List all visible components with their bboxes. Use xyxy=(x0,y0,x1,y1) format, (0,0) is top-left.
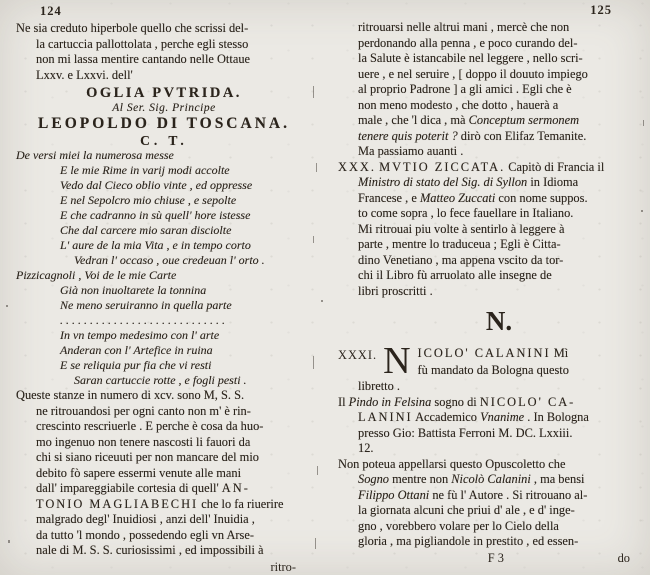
prose-block xyxy=(338,456,640,550)
heading: C. T. xyxy=(140,133,188,148)
binding-mark xyxy=(315,538,316,549)
text-line: Saran cartuccie rotte , e fogli pesti . xyxy=(74,373,247,387)
scan-speck xyxy=(6,305,8,307)
text-line: Ministro di stato del Sig. di Syllon in Idioma xyxy=(358,175,579,189)
prose-block xyxy=(16,388,312,559)
text-line: al proprio Padrone ] a gli amici . Egli che è xyxy=(358,82,572,96)
page-foot xyxy=(16,560,312,574)
verse-block xyxy=(16,148,312,388)
binding-mark xyxy=(321,300,323,302)
text-line: malgrado degl' Inuidiosi , anzi dell' Inuidia , xyxy=(36,512,255,526)
text-line: crescinto rescriuerle . E perche è cosa da huo- xyxy=(36,419,264,433)
text-line: non meno modesto , che dotto , hauerà a xyxy=(358,97,559,112)
scan-speck xyxy=(641,210,643,212)
entry-with-dropcap xyxy=(338,340,640,395)
text-line: Ma passiamo auanti . xyxy=(358,144,464,158)
signature-mark: F 3 xyxy=(487,550,504,565)
text-line: la cartuccia pallottolata , perche egli stesso xyxy=(36,36,249,51)
text-line: Francese , e Matteo Zuccati con nome suppos. xyxy=(358,190,588,205)
text-line: E nel Sepolcro mio chiuse , e sepolte xyxy=(60,193,237,207)
binding-mark xyxy=(316,163,317,172)
entry-number: XXXI. xyxy=(338,348,378,362)
text-line: Ne sia creduto hiperbole quello che scrissi del- xyxy=(16,21,249,35)
text-line: nale di M. S. S. curiosissimi , ed impossibili à xyxy=(36,543,264,557)
text-line: la Salute è istancabile nel leggere , nello scri- xyxy=(358,51,583,65)
page-number-left: 124 xyxy=(40,4,62,18)
text-line: la giornata alcuni che priui d' ale , e d' inge- xyxy=(358,503,575,517)
text-line: TONIO MAGLIABECHI che lo fa riuerire xyxy=(36,496,284,511)
right-page-text xyxy=(332,20,640,565)
text-line: E che cadranno in sù quell' hore istesse xyxy=(60,208,251,222)
text-line: libretto . xyxy=(358,379,400,393)
text-line: mo ingenuo non tenere nascosti li fauori da xyxy=(36,434,251,449)
catchword: ritro- xyxy=(270,559,296,574)
text-line: Vedo dal Cieco oblio vinte , ed oppresse xyxy=(60,178,253,192)
text-line: tenere quis poterit ? dirò con Elifaz Temanite. xyxy=(358,128,587,143)
text-line: LANINI Accademico Vnanime . In Bologna xyxy=(358,410,589,424)
text-line: L' aure de la mia Vita , e in tempo corto xyxy=(60,238,251,252)
drop-cap: N xyxy=(383,340,411,382)
text-line: De versi miei la numerosa messe xyxy=(16,148,174,162)
text-line: XXX. MVTIO ZICCATA. Capitò di Francia il xyxy=(338,159,605,174)
prose-block xyxy=(338,394,640,457)
text-line: debito fò sapere essermi venute alle mani xyxy=(36,465,242,480)
text-line: ne ritrouandosi per ogni canto non m' è rin- xyxy=(36,403,251,418)
dropcap-lines xyxy=(418,345,569,379)
left-page xyxy=(16,0,312,575)
heading: Al Ser. Sig. Principe xyxy=(112,102,216,114)
text-line: libri proscritti . xyxy=(358,283,433,298)
scan-speck xyxy=(8,540,10,543)
scan-speck xyxy=(643,120,644,126)
text-line: E se reliquia pur fia che vi resti xyxy=(60,358,212,372)
text-line: male , che 'l dica , mà Conceptum sermonem xyxy=(358,113,580,127)
text-line: Il Pindo in Felsina sogno di NICOLO' CA- xyxy=(338,394,576,409)
text-line: ritrouarsi nelle altrui mani , mercè che non xyxy=(358,20,570,34)
text-line: Lxxv. e Lxxvi. dell' xyxy=(36,67,133,82)
page-foot xyxy=(358,551,640,565)
text-line: . . . . . . . . . . . . . . . . . . . . . . . . . . . . xyxy=(60,313,225,327)
right-page xyxy=(332,0,640,575)
text-line: Ne meno seruiranno in quella parte xyxy=(60,298,232,312)
text-line: to come sopra , lo fece fauellare in Italiano. xyxy=(358,206,574,220)
text-line: perdonando alla penna , e poco curando del- xyxy=(358,35,578,50)
heading: OGLIA PVTRIDA. xyxy=(86,85,242,101)
text-line: non mi lassa mentire cantando nelle Ottaue xyxy=(36,52,251,66)
text-line: ICOLO' CALANINI Mì xyxy=(417,346,569,360)
text-line: gno , vorebbero volare per lo Cielo della xyxy=(358,518,559,533)
text-line: dall' impareggiabile cortesia di quell' AN- xyxy=(36,481,250,495)
text-line: Mi ritrouai piu volte à sentirlo à leggere à xyxy=(358,221,565,236)
catchword: do xyxy=(617,550,630,565)
prose-block xyxy=(358,20,640,160)
text-line: Che dal carcere mio saran disciolte xyxy=(60,223,232,237)
text-line: dino Venetiano , ma appena vscito da tor- xyxy=(358,252,564,267)
text-line: Filippo Ottani ne fù l' Autore . Si ritrouano al- xyxy=(358,487,588,502)
text-line: fù mandato da Bologna questo xyxy=(417,363,569,377)
text-line: da tutto 'l mondo , possedendo egli vn Arse- xyxy=(36,527,255,542)
text-line: 12. xyxy=(358,441,374,455)
text-line: In vn tempo medesimo con l' arte xyxy=(60,328,220,342)
text-line: Anderan con l' Artefice in ruina xyxy=(60,343,213,357)
text-line: Già non inuoltarete la tonnina xyxy=(60,283,207,297)
text-line: presso Gio: Battista Ferroni M. DC. Lxxiii. xyxy=(358,425,573,440)
left-page-text xyxy=(16,21,312,574)
text-line: gloria , ma pigliandole in prestito , ed essen- xyxy=(358,534,579,548)
binding-mark xyxy=(317,466,318,475)
heading: LEOPOLDO DI TOSCANA. xyxy=(38,115,290,132)
section-letter: N. xyxy=(485,306,513,336)
binding-mark xyxy=(313,356,314,369)
binding-mark xyxy=(313,236,314,243)
text-line: parte , mentre lo traduceua ; Egli è Citta- xyxy=(358,237,561,251)
page-number-right: 125 xyxy=(590,3,612,17)
text-line: E le mie Rime in varij modi accolte xyxy=(60,163,230,177)
prose-block xyxy=(338,159,640,300)
prose-block xyxy=(16,21,312,83)
binding-mark xyxy=(313,86,314,98)
text-line: chi il Libro fù arruolato alle insegne de xyxy=(358,268,552,282)
text-line: Sogno mentre non Nicolò Calanini , ma bensi xyxy=(358,472,585,486)
text-line: Non poteua appellarsi questo Opuscoletto che xyxy=(338,456,566,471)
text-line: Queste stanze in numero di xcv. sono M, S. S. xyxy=(16,388,245,402)
dropcap-row xyxy=(338,340,640,382)
text-line: chi si siano riceuuti per non mancare del mio xyxy=(36,450,259,464)
text-line: Pizzicagnoli , Voi de le mie Carte xyxy=(16,268,177,282)
text-line: Vedran l' occaso , oue credeuan l' orto . xyxy=(74,253,265,267)
text-line: uere , e nel seruire , [ doppo il douuto impiego xyxy=(358,66,588,81)
